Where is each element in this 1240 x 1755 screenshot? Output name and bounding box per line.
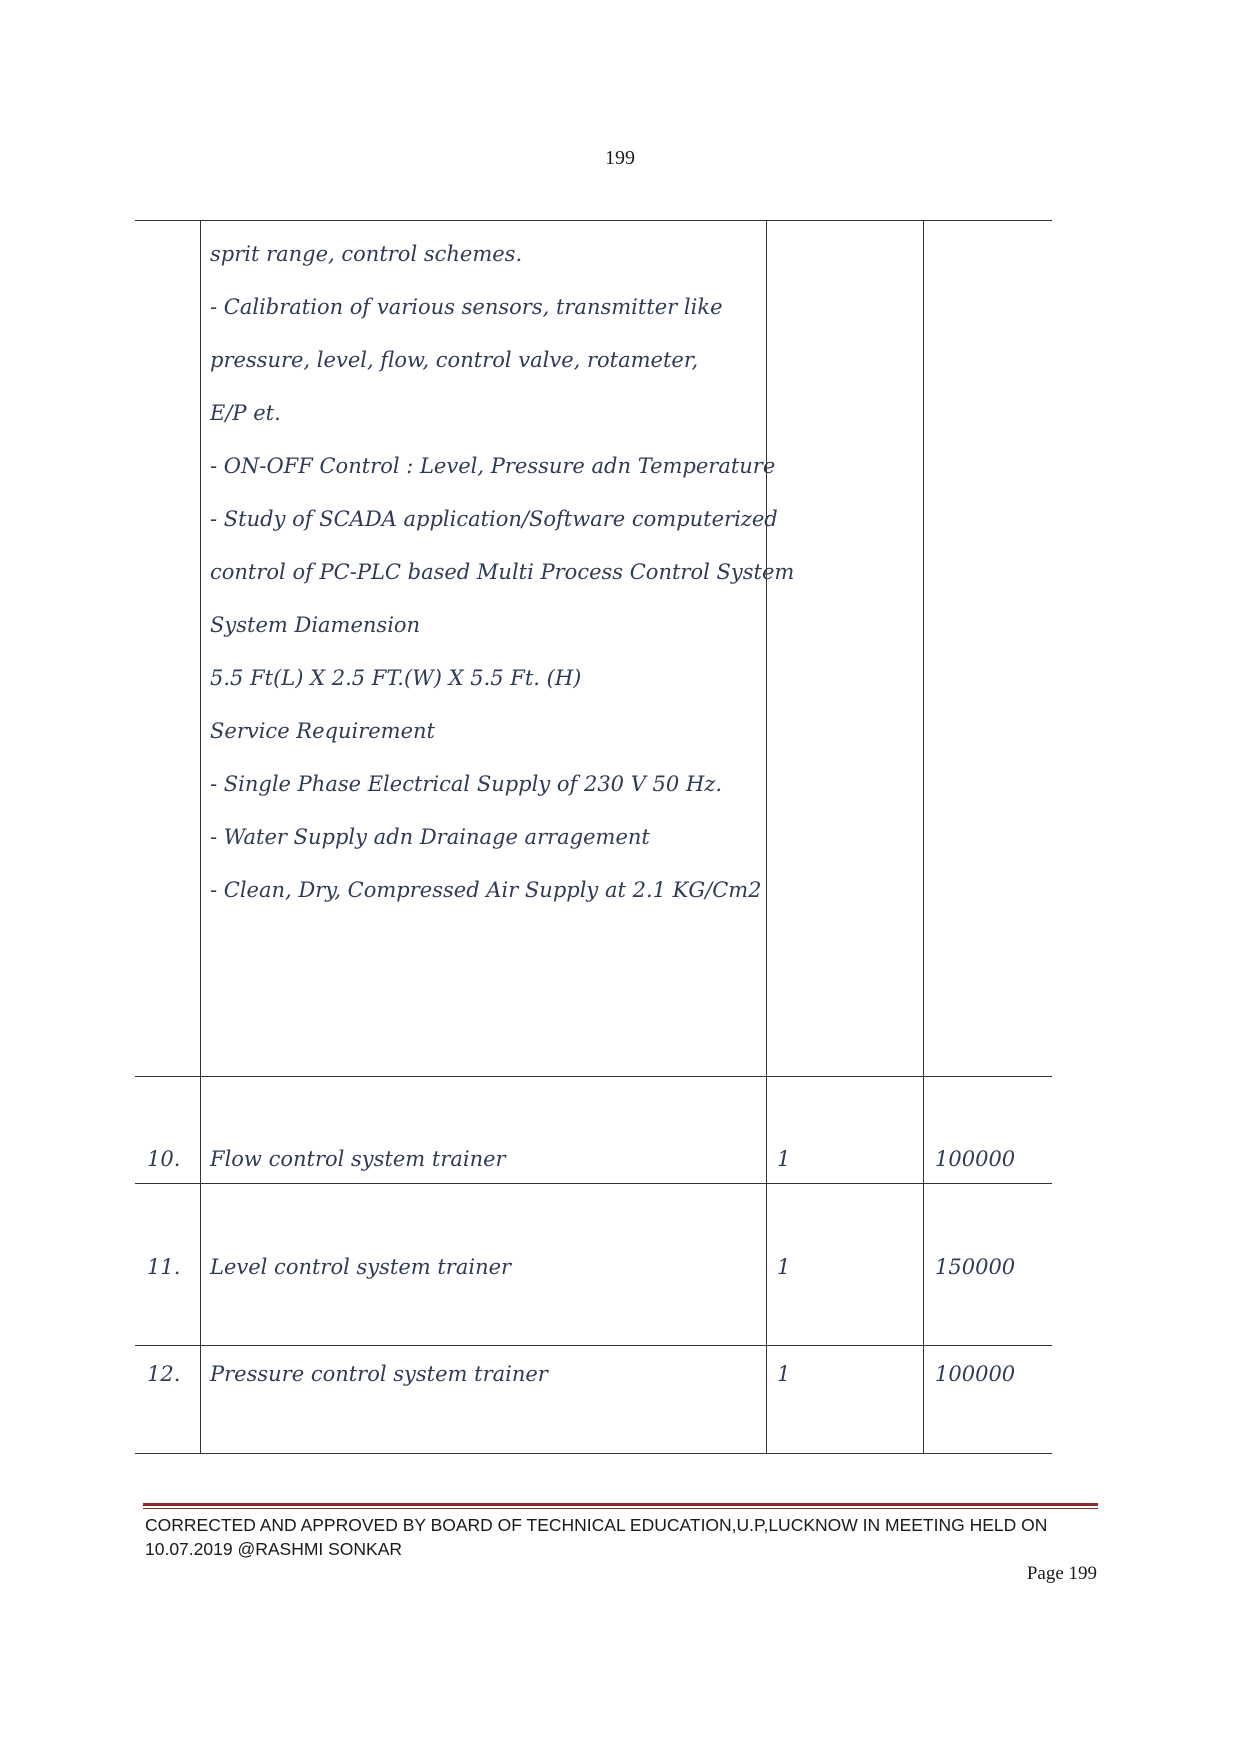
column-divider <box>200 221 201 1076</box>
item-quantity: 1 <box>777 1362 791 1386</box>
column-divider <box>923 1077 924 1183</box>
column-divider <box>923 221 924 1076</box>
footer-approval-text <box>145 1513 1105 1561</box>
serial-number: 10. <box>147 1147 181 1171</box>
description-line: - Single Phase Electrical Supply of 230 V 50 Hz. <box>210 772 723 796</box>
serial-number: 11. <box>147 1255 181 1279</box>
table-row <box>135 1184 1052 1346</box>
table-row <box>135 1077 1052 1184</box>
column-divider <box>923 1346 924 1453</box>
column-divider <box>200 1077 201 1183</box>
item-name: Flow control system trainer <box>210 1147 506 1171</box>
table-row-continuation <box>135 220 1052 1077</box>
serial-number: 12. <box>147 1362 181 1386</box>
description-line: 5.5 Ft(L) X 2.5 FT.(W) X 5.5 Ft. (H) <box>210 666 582 690</box>
column-divider <box>766 1346 767 1453</box>
description-line: - Clean, Dry, Compressed Air Supply at 2.1 KG/Cm2 <box>210 878 762 902</box>
description-line: System Diamension <box>210 613 421 637</box>
description-line: - ON-OFF Control : Level, Pressure adn Temperature <box>210 454 776 478</box>
footer-line: 10.07.2019 @RASHMI SONKAR <box>145 1539 403 1559</box>
item-quantity: 1 <box>777 1255 791 1279</box>
page-number-top: 199 <box>605 147 635 169</box>
description-line: - Calibration of various sensors, transmitter like <box>210 295 723 319</box>
column-divider <box>766 1077 767 1183</box>
table-row <box>135 1346 1052 1454</box>
description-line: pressure, level, flow, control valve, rotameter, <box>210 348 699 372</box>
equipment-table <box>135 220 1052 1454</box>
description-line: E/P et. <box>210 401 281 425</box>
column-divider <box>766 1184 767 1345</box>
description-line: - Water Supply adn Drainage arragement <box>210 825 650 849</box>
column-divider <box>766 221 767 1076</box>
description-line: Service Requirement <box>210 719 435 743</box>
footer-line: CORRECTED AND APPROVED BY BOARD OF TECHNICAL EDUCATION,U.P,LUCKNOW IN MEETING HELD ON <box>145 1515 1048 1535</box>
item-name: Level control system trainer <box>210 1255 512 1279</box>
item-cost: 100000 <box>935 1362 1016 1386</box>
footer-rule <box>143 1508 1098 1509</box>
description-line: - Study of SCADA application/Software computerized <box>210 507 778 531</box>
column-divider <box>200 1346 201 1453</box>
description-line: sprit range, control schemes. <box>210 242 523 266</box>
item-quantity: 1 <box>777 1147 791 1171</box>
description-cell <box>210 239 795 928</box>
footer-page-label: Page 199 <box>1026 1563 1097 1584</box>
item-cost: 100000 <box>935 1147 1016 1171</box>
item-cost: 150000 <box>935 1255 1016 1279</box>
column-divider <box>200 1184 201 1345</box>
item-name: Pressure control system trainer <box>210 1362 548 1386</box>
column-divider <box>923 1184 924 1345</box>
footer-rule <box>143 1503 1098 1506</box>
description-line: control of PC-PLC based Multi Process Control System <box>210 560 795 584</box>
